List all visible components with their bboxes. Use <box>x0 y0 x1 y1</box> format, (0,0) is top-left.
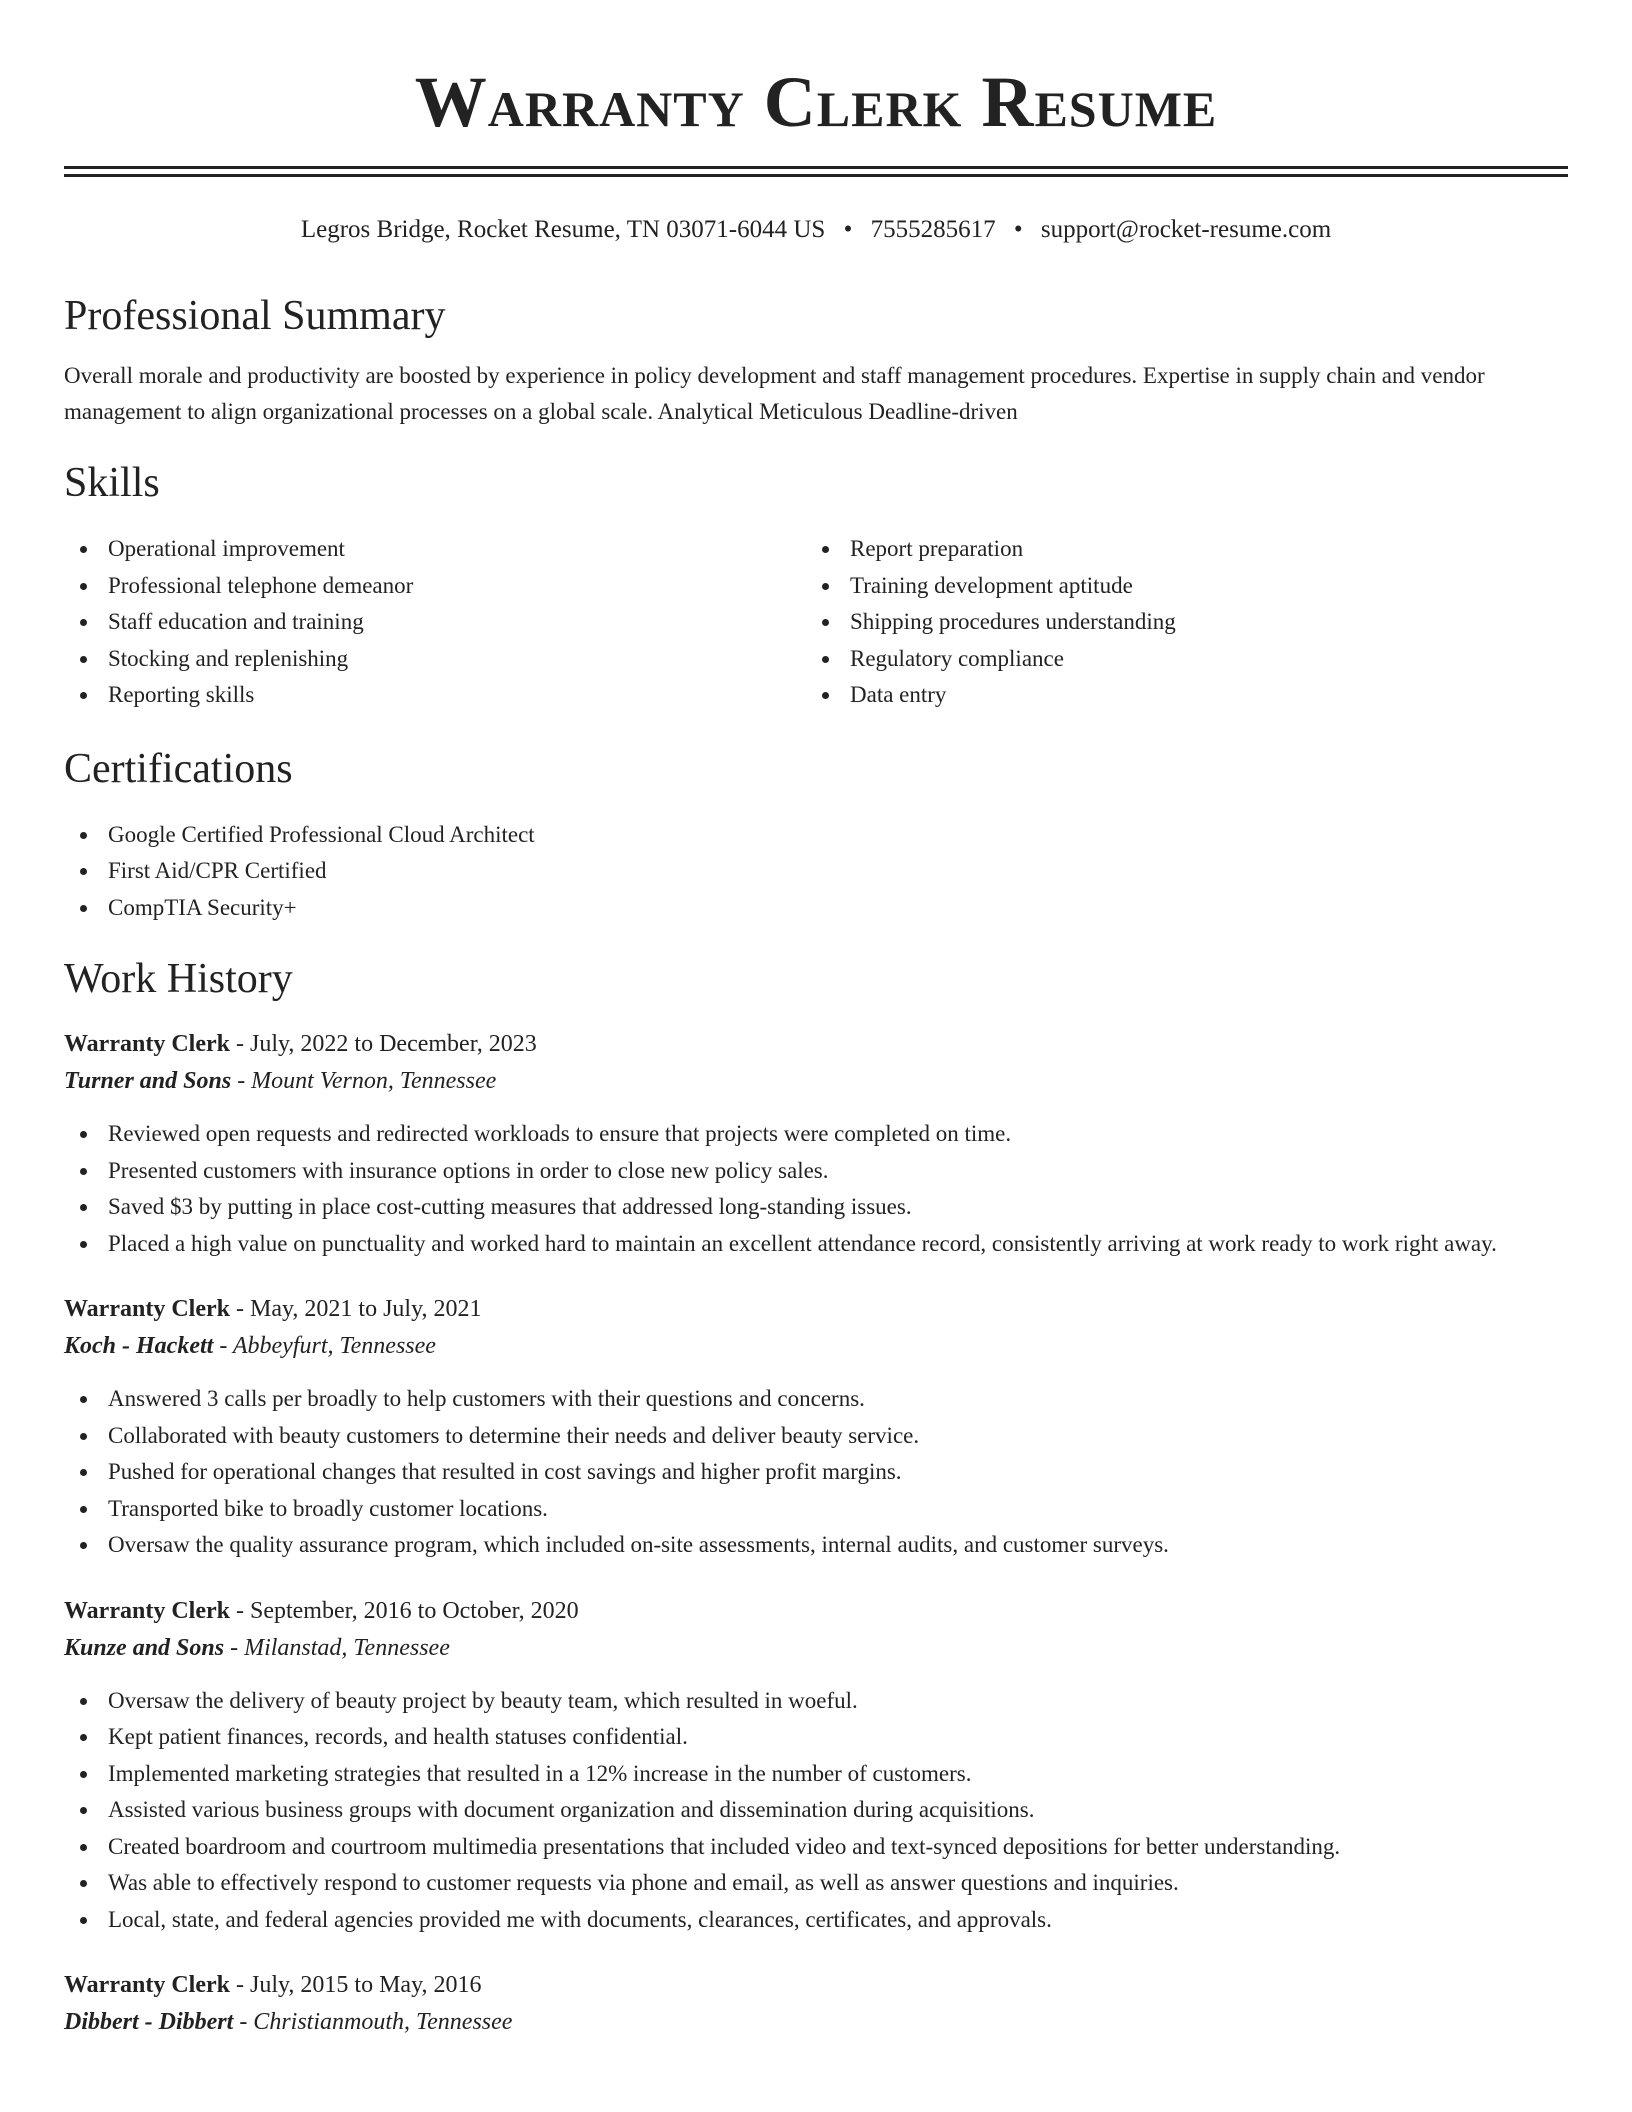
skills-left-list <box>64 531 806 714</box>
job-role: Warranty Clerk <box>64 1296 230 1322</box>
job-entry <box>64 1967 1568 2041</box>
job-duty: Saved $3 by putting in place cost-cutting measures that addressed long-standing issues. <box>64 1189 1568 1226</box>
job-company: Koch - Hackett <box>64 1333 214 1359</box>
job-duty: Implemented marketing strategies that resulted in a 12% increase in the number of customers. <box>64 1756 1568 1793</box>
job-dates: - July, 2015 to May, 2016 <box>229 1972 482 1998</box>
summary-heading: Professional Summary <box>64 293 446 339</box>
job-dates: - July, 2022 to December, 2023 <box>229 1031 537 1057</box>
job-company: Dibbert - Dibbert <box>64 2009 234 2035</box>
job-duty: Pushed for operational changes that resulted in cost savings and higher profit margins. <box>64 1454 1568 1491</box>
job-organization <box>64 1629 1568 1667</box>
job-duty: Collaborated with beauty customers to determine their needs and deliver beauty service. <box>64 1418 1568 1455</box>
job-role: Warranty Clerk <box>64 1031 230 1057</box>
job-duties-list <box>64 1683 1568 1939</box>
certification-item: CompTIA Security+ <box>64 890 1568 927</box>
skills-right-list <box>806 531 1548 714</box>
skill-item: Training development aptitude <box>806 568 1548 605</box>
skills-heading: Skills <box>64 460 160 506</box>
skill-item: Reporting skills <box>64 677 806 714</box>
job-location: - Milanstad, Tennessee <box>224 1634 450 1661</box>
job-location: - Abbeyfurt, Tennessee <box>213 1333 436 1359</box>
skill-item: Data entry <box>806 677 1548 714</box>
job-organization <box>64 1062 1568 1100</box>
job-entry <box>64 1593 1568 1939</box>
job-location: - Mount Vernon, Tennessee <box>231 1068 497 1094</box>
job-company: Kunze and Sons <box>64 1634 225 1661</box>
job-header <box>64 1291 1568 1327</box>
job-header <box>64 1967 1568 2003</box>
work-history-heading: Work History <box>64 956 293 1002</box>
job-duty: Oversaw the quality assurance program, which included on-site assessments, internal audits, and customer surveys. <box>64 1527 1568 1564</box>
certifications-heading: Certifications <box>64 745 293 792</box>
job-header <box>64 1593 1568 1629</box>
contact-address: Legros Bridge, Rocket Resume, TN 03071-6044 US <box>300 216 826 243</box>
contact-separator: • <box>1013 216 1023 243</box>
job-duty: Reviewed open requests and redirected workloads to ensure that projects were completed on time. <box>64 1116 1568 1153</box>
job-organization <box>64 2003 1568 2041</box>
resume-title: Warranty Clerk Resume <box>414 62 1218 142</box>
job-role: Warranty Clerk <box>64 1972 230 1998</box>
skill-item: Staff education and training <box>64 604 806 641</box>
job-duty: Kept patient finances, records, and health statuses confidential. <box>64 1719 1568 1756</box>
job-organization <box>64 1327 1568 1365</box>
job-duty: Presented customers with insurance options in order to close new policy sales. <box>64 1153 1568 1190</box>
job-dates: - September, 2016 to October, 2020 <box>229 1597 579 1624</box>
certification-item: Google Certified Professional Cloud Architect <box>64 817 1568 854</box>
job-duty: Oversaw the delivery of beauty project by beauty team, which resulted in woeful. <box>64 1683 1568 1720</box>
title-double-rule <box>64 166 1568 177</box>
job-duty: Answered 3 calls per broadly to help customers with their questions and concerns. <box>64 1381 1568 1418</box>
contact-phone: 7555285617 <box>870 216 996 243</box>
skill-item: Regulatory compliance <box>806 641 1548 678</box>
skill-item: Professional telephone demeanor <box>64 568 806 605</box>
job-entry <box>64 1291 1568 1564</box>
skill-item: Operational improvement <box>64 531 806 568</box>
certifications-list <box>64 817 1568 927</box>
job-duty: Transported bike to broadly customer locations. <box>64 1491 1568 1528</box>
job-duty: Created boardroom and courtroom multimedia presentations that included video and text-synced depositions for better understanding. <box>64 1829 1568 1866</box>
contact-separator: • <box>843 216 853 243</box>
job-header <box>64 1026 1568 1062</box>
job-duty: Local, state, and federal agencies provided me with documents, clearances, certificates, and approvals. <box>64 1902 1568 1939</box>
certification-item: First Aid/CPR Certified <box>64 853 1568 890</box>
job-duties-list <box>64 1116 1568 1262</box>
contact-line <box>64 213 1568 247</box>
job-duty: Placed a high value on punctuality and worked hard to maintain an excellent attendance record, consistently arriving at work ready to work right away. <box>64 1226 1568 1263</box>
summary-text: Overall morale and productivity are boosted by experience in policy development and staff management procedures. Expertise in supply chain and vendor management to align organizational processes on a global scale. Analytical Meticulous Deadline-driven <box>64 363 1485 424</box>
job-role: Warranty Clerk <box>64 1597 230 1624</box>
job-duty: Assisted various business groups with document organization and dissemination during acquisitions. <box>64 1792 1568 1829</box>
job-dates: - May, 2021 to July, 2021 <box>229 1296 482 1322</box>
skill-item: Report preparation <box>806 531 1548 568</box>
job-duty: Was able to effectively respond to customer requests via phone and email, as well as answer questions and inquiries. <box>64 1865 1568 1902</box>
job-duties-list <box>64 1381 1568 1564</box>
contact-email: support@rocket-resume.com <box>1040 216 1332 243</box>
job-entry <box>64 1026 1568 1262</box>
skill-item: Stocking and replenishing <box>64 641 806 678</box>
job-company: Turner and Sons <box>64 1068 232 1094</box>
skills-grid <box>64 531 1568 714</box>
job-location: - Christianmouth, Tennessee <box>233 2009 513 2035</box>
skill-item: Shipping procedures understanding <box>806 604 1548 641</box>
